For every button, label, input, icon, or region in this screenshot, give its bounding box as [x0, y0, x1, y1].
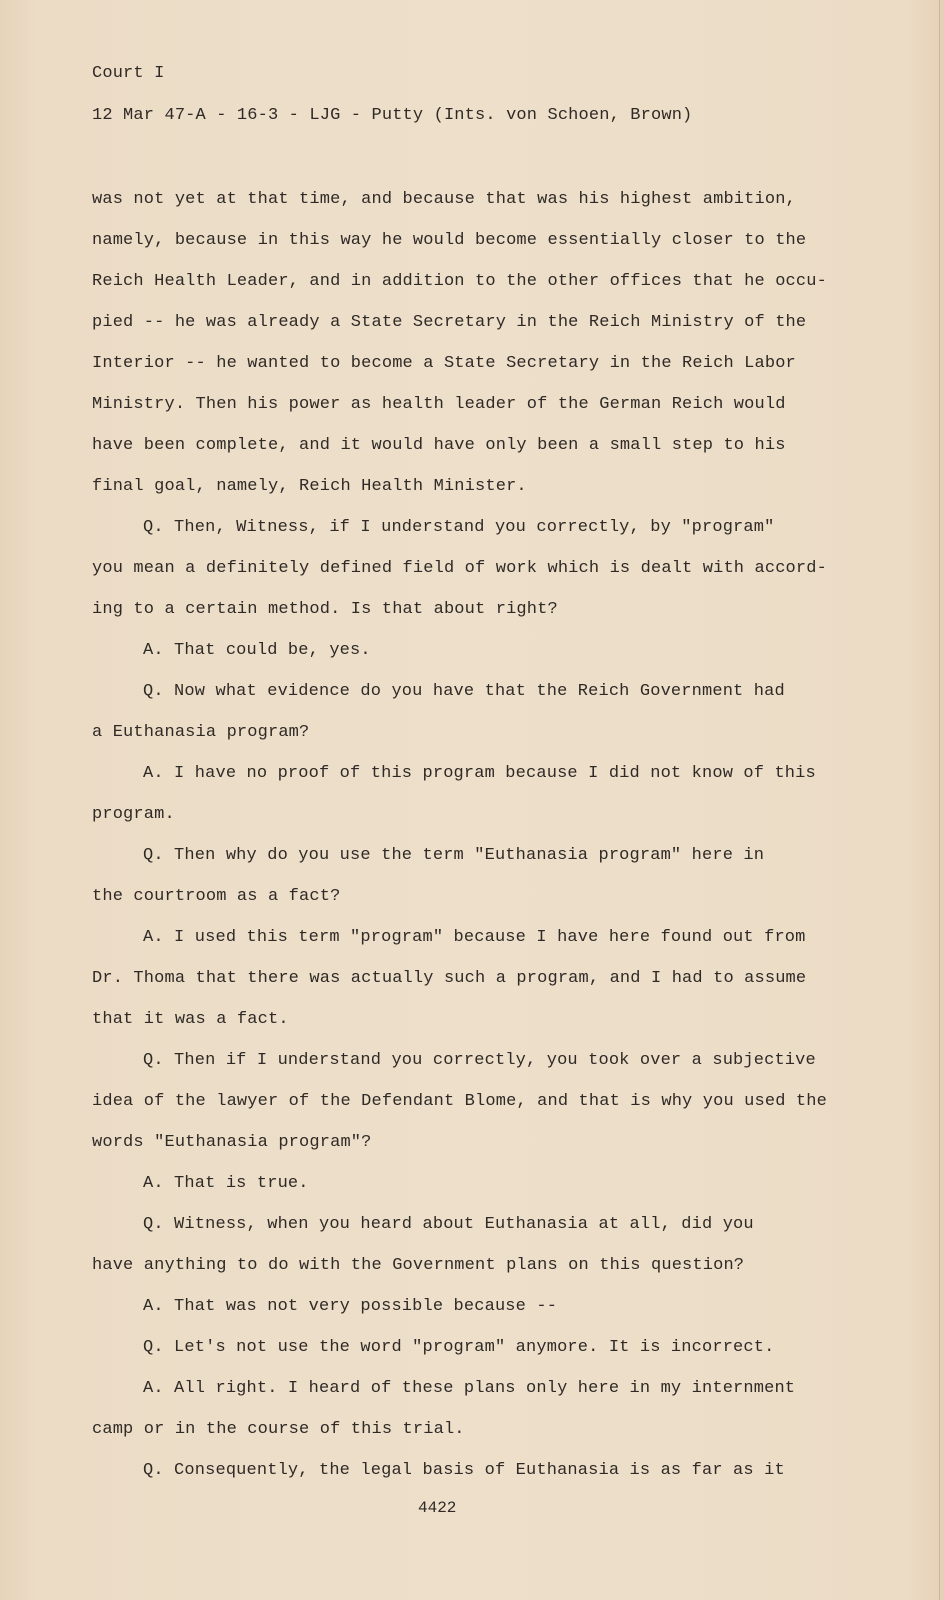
- question-line: Q. Then why do you use the term "Euthanasia program" here in: [143, 846, 765, 865]
- text-line: final goal, namely, Reich Health Minister.: [92, 477, 527, 496]
- question-line: Q. Let's not use the word "program" anymore. It is incorrect.: [143, 1338, 775, 1357]
- question-line: Q. Consequently, the legal basis of Euthanasia is as far as it: [143, 1461, 785, 1480]
- text-line: have anything to do with the Government plans on this question?: [92, 1256, 745, 1275]
- text-line: pied -- he was already a State Secretary in the Reich Ministry of the: [92, 313, 807, 332]
- text-line: program.: [92, 805, 175, 824]
- text-line: you mean a definitely defined field of work which is dealt with accord-: [92, 559, 827, 578]
- page-number: 4422: [418, 1499, 457, 1517]
- reference-header: 12 Mar 47-A - 16-3 - LJG - Putty (Ints. von Schoen, Brown): [92, 106, 693, 125]
- answer-line: A. That was not very possible because --: [143, 1297, 558, 1316]
- answer-line: A. I used this term "program" because I have here found out from: [143, 928, 806, 947]
- answer-line: A. I have no proof of this program because I did not know of this: [143, 764, 816, 783]
- text-line: camp or in the course of this trial.: [92, 1420, 465, 1439]
- text-line: Dr. Thoma that there was actually such a program, and I had to assume: [92, 969, 807, 988]
- text-line: namely, because in this way he would become essentially closer to the: [92, 231, 807, 250]
- answer-line: A. That is true.: [143, 1174, 309, 1193]
- answer-line: A. All right. I heard of these plans only here in my internment: [143, 1379, 796, 1398]
- question-line: Q. Then if I understand you correctly, you took over a subjective: [143, 1051, 816, 1070]
- text-line: was not yet at that time, and because that was his highest ambition,: [92, 190, 796, 209]
- court-header: Court I: [92, 64, 165, 83]
- text-line: that it was a fact.: [92, 1010, 289, 1029]
- text-line: a Euthanasia program?: [92, 723, 310, 742]
- text-line: ing to a certain method. Is that about right?: [92, 600, 558, 619]
- question-line: Q. Then, Witness, if I understand you correctly, by "program": [143, 518, 775, 537]
- text-line: the courtroom as a fact?: [92, 887, 341, 906]
- text-line: Interior -- he wanted to become a State Secretary in the Reich Labor: [92, 354, 796, 373]
- text-line: words "Euthanasia program"?: [92, 1133, 372, 1152]
- text-line: Ministry. Then his power as health leader of the German Reich would: [92, 395, 786, 414]
- text-line: have been complete, and it would have only been a small step to his: [92, 436, 786, 455]
- answer-line: A. That could be, yes.: [143, 641, 371, 660]
- question-line: Q. Now what evidence do you have that the Reich Government had: [143, 682, 785, 701]
- question-line: Q. Witness, when you heard about Euthanasia at all, did you: [143, 1215, 754, 1234]
- text-line: Reich Health Leader, and in addition to the other offices that he occu-: [92, 272, 827, 291]
- text-line: idea of the lawyer of the Defendant Blome, and that is why you used the: [92, 1092, 827, 1111]
